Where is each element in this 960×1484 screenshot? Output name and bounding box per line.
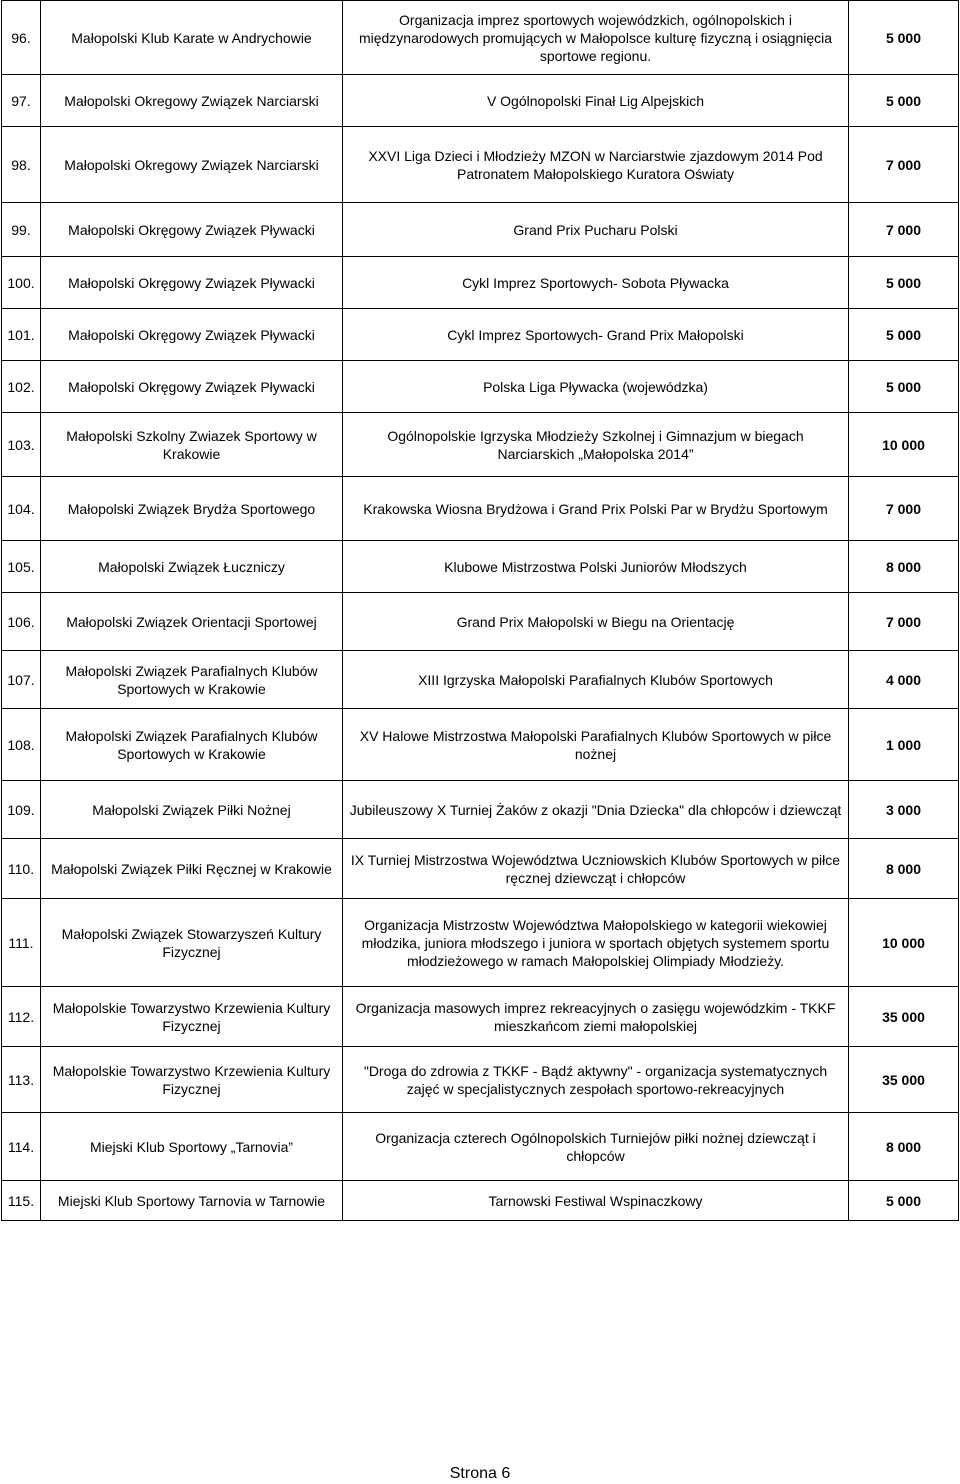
amount-cell: 8 000 [849, 541, 959, 593]
organization-cell: Miejski Klub Sportowy Tarnovia w Tarnowie [41, 1181, 343, 1221]
task-description-cell: Organizacja imprez sportowych wojewódzkich, ogólnopolskich i międzynarodowych promujących w Małopolsce kulturę fizyczną i osiągnięcia sportowe regionu. [343, 1, 849, 75]
table-row [2, 541, 959, 593]
organization-cell: Małopolski Związek Piłki Nożnej [41, 781, 343, 839]
table-row [2, 987, 959, 1047]
task-description-cell: Grand Prix Pucharu Polski [343, 203, 849, 257]
organization-cell: Małopolski Związek Łuczniczy [41, 541, 343, 593]
amount-cell: 35 000 [849, 987, 959, 1047]
row-number: 98. [2, 127, 41, 203]
task-description-cell: Tarnowski Festiwal Wspinaczkowy [343, 1181, 849, 1221]
task-description-cell: V Ogólnopolski Finał Lig Alpejskich [343, 75, 849, 127]
row-number: 108. [2, 709, 41, 781]
amount-cell: 5 000 [849, 75, 959, 127]
organization-cell: Małopolski Okręgowy Związek Pływacki [41, 257, 343, 309]
organization-cell: Małopolski Związek Parafialnych Klubów Sportowych w Krakowie [41, 709, 343, 781]
amount-cell: 1 000 [849, 709, 959, 781]
row-number: 96. [2, 1, 41, 75]
row-number: 113. [2, 1047, 41, 1113]
row-number: 107. [2, 651, 41, 709]
amount-cell: 8 000 [849, 1113, 959, 1181]
task-description-cell: XXVI Liga Dzieci i Młodzieży MZON w Narciarstwie zjazdowym 2014 Pod Patronatem Małopolskiego Kuratora Oświaty [343, 127, 849, 203]
table-row [2, 839, 959, 899]
amount-cell: 7 000 [849, 127, 959, 203]
row-number: 115. [2, 1181, 41, 1221]
table-row [2, 257, 959, 309]
table-row [2, 309, 959, 361]
organization-cell: Małopolski Okręgowy Związek Pływacki [41, 203, 343, 257]
table-row [2, 899, 959, 987]
task-description-cell: Ogólnopolskie Igrzyska Młodzieży Szkolnej i Gimnazjum w biegach Narciarskich „Małopolska 2014” [343, 413, 849, 477]
task-description-cell: Cykl Imprez Sportowych- Sobota Pływacka [343, 257, 849, 309]
table-row [2, 361, 959, 413]
row-number: 114. [2, 1113, 41, 1181]
table-row [2, 593, 959, 651]
grants-table-body [2, 1, 959, 1221]
amount-cell: 8 000 [849, 839, 959, 899]
task-description-cell: IX Turniej Mistrzostwa Województwa Uczniowskich Klubów Sportowych w piłce ręcznej dziewcząt i chłopców [343, 839, 849, 899]
table-row [2, 413, 959, 477]
table-row [2, 203, 959, 257]
row-number: 104. [2, 477, 41, 541]
row-number: 101. [2, 309, 41, 361]
task-description-cell: "Droga do zdrowia z TKKF - Bądź aktywny" - organizacja systematycznych zajęć w specjalistycznych zespołach sportowo-rekreacyjnych [343, 1047, 849, 1113]
organization-cell: Małopolski Szkolny Zwiazek Sportowy w Krakowie [41, 413, 343, 477]
row-number: 105. [2, 541, 41, 593]
organization-cell: Małopolski Związek Orientacji Sportowej [41, 593, 343, 651]
table-row [2, 127, 959, 203]
row-number: 99. [2, 203, 41, 257]
row-number: 109. [2, 781, 41, 839]
task-description-cell: Polska Liga Pływacka (wojewódzka) [343, 361, 849, 413]
task-description-cell: Jubileuszowy X Turniej Żaków z okazji "Dnia Dziecka" dla chłopców i dziewcząt [343, 781, 849, 839]
row-number: 103. [2, 413, 41, 477]
task-description-cell: Cykl Imprez Sportowych- Grand Prix Małopolski [343, 309, 849, 361]
table-row [2, 781, 959, 839]
amount-cell: 7 000 [849, 203, 959, 257]
table-row [2, 1181, 959, 1221]
amount-cell: 7 000 [849, 593, 959, 651]
grants-table [1, 0, 959, 1221]
table-row [2, 709, 959, 781]
amount-cell: 10 000 [849, 899, 959, 987]
organization-cell: Małopolski Związek Piłki Ręcznej w Krakowie [41, 839, 343, 899]
task-description-cell: Organizacja Mistrzostw Województwa Małopolskiego w kategorii wiekowiej młodzika, juniora młodszego i juniora w sportach objętych systemem sportu młodzieżowego w ramach Małopolskiej Olimpiady Młodzieży. [343, 899, 849, 987]
row-number: 110. [2, 839, 41, 899]
organization-cell: Małopolskie Towarzystwo Krzewienia Kultury Fizycznej [41, 1047, 343, 1113]
row-number: 111. [2, 899, 41, 987]
task-description-cell: XV Halowe Mistrzostwa Małopolski Parafialnych Klubów Sportowych w piłce nożnej [343, 709, 849, 781]
row-number: 100. [2, 257, 41, 309]
organization-cell: Miejski Klub Sportowy „Tarnovia” [41, 1113, 343, 1181]
table-row [2, 651, 959, 709]
organization-cell: Małopolski Okręgowy Związek Pływacki [41, 361, 343, 413]
amount-cell: 10 000 [849, 413, 959, 477]
organization-cell: Małopolski Klub Karate w Andrychowie [41, 1, 343, 75]
task-description-cell: Organizacja masowych imprez rekreacyjnych o zasięgu wojewódzkim - TKKF mieszkańcom ziemi małopolskiej [343, 987, 849, 1047]
amount-cell: 5 000 [849, 257, 959, 309]
organization-cell: Małopolski Związek Brydża Sportowego [41, 477, 343, 541]
amount-cell: 7 000 [849, 477, 959, 541]
row-number: 112. [2, 987, 41, 1047]
task-description-cell: Organizacja czterech Ogólnopolskich Turniejów piłki nożnej dziewcząt i chłopców [343, 1113, 849, 1181]
amount-cell: 35 000 [849, 1047, 959, 1113]
table-row [2, 75, 959, 127]
page-number: Strona 6 [449, 1465, 511, 1482]
amount-cell: 5 000 [849, 309, 959, 361]
organization-cell: Małopolski Związek Stowarzyszeń Kultury Fizycznej [41, 899, 343, 987]
row-number: 106. [2, 593, 41, 651]
task-description-cell: Krakowska Wiosna Brydżowa i Grand Prix Polski Par w Brydżu Sportowym [343, 477, 849, 541]
organization-cell: Małopolski Związek Parafialnych Klubów Sportowych w Krakowie [41, 651, 343, 709]
amount-cell: 5 000 [849, 1, 959, 75]
table-row [2, 1047, 959, 1113]
organization-cell: Małopolski Okregowy Związek Narciarski [41, 75, 343, 127]
amount-cell: 5 000 [849, 1181, 959, 1221]
task-description-cell: Klubowe Mistrzostwa Polski Juniorów Młodszych [343, 541, 849, 593]
amount-cell: 5 000 [849, 361, 959, 413]
amount-cell: 3 000 [849, 781, 959, 839]
organization-cell: Małopolski Okregowy Związek Narciarski [41, 127, 343, 203]
row-number: 97. [2, 75, 41, 127]
amount-cell: 4 000 [849, 651, 959, 709]
table-row [2, 1113, 959, 1181]
organization-cell: Małopolskie Towarzystwo Krzewienia Kultury Fizycznej [41, 987, 343, 1047]
table-row [2, 477, 959, 541]
task-description-cell: XIII Igrzyska Małopolski Parafialnych Klubów Sportowych [343, 651, 849, 709]
table-row [2, 1, 959, 75]
task-description-cell: Grand Prix Małopolski w Biegu na Orientację [343, 593, 849, 651]
organization-cell: Małopolski Okręgowy Związek Pływacki [41, 309, 343, 361]
row-number: 102. [2, 361, 41, 413]
